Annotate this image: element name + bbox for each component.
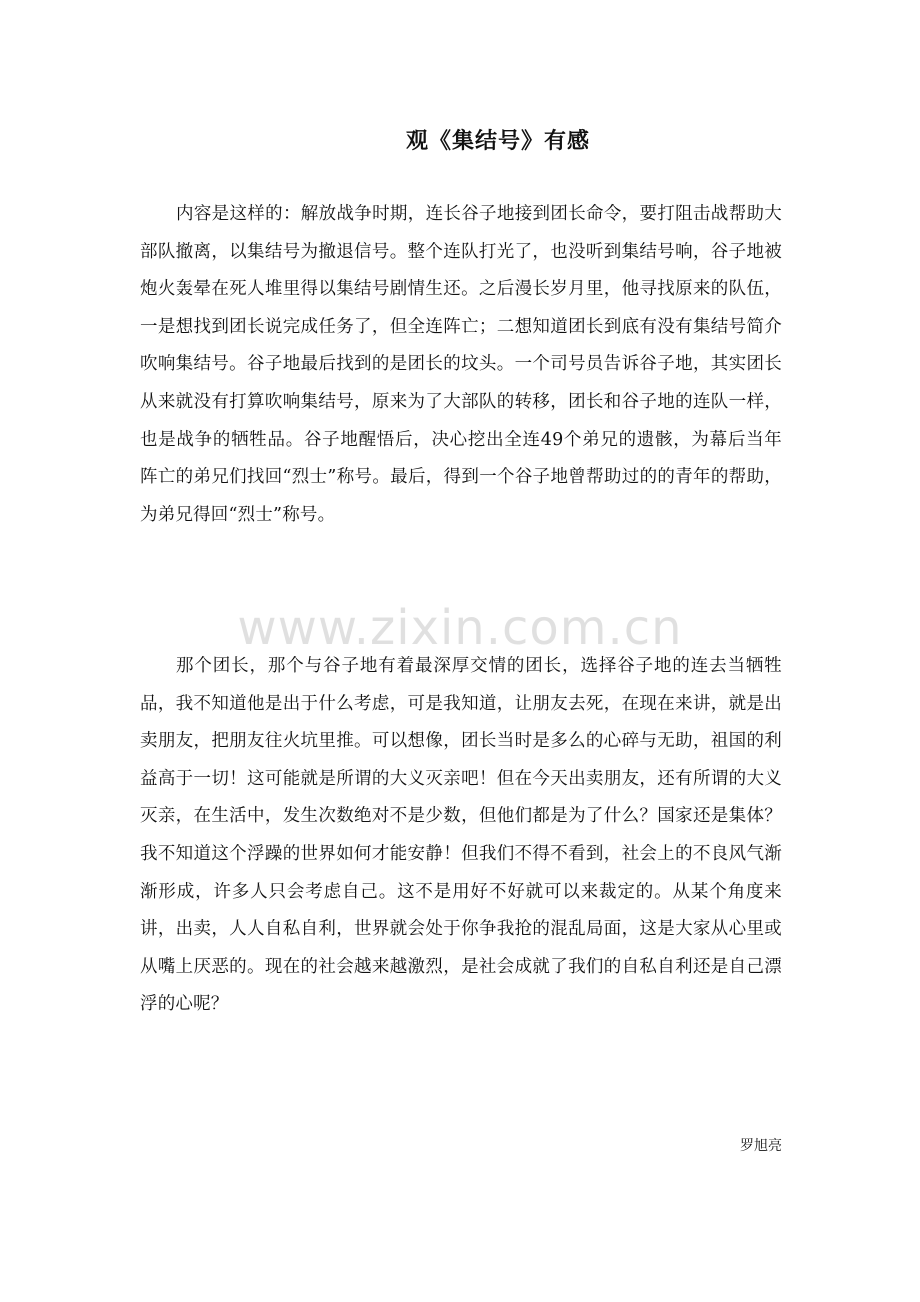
paragraph-reflection: 那个团长，那个与谷子地有着最深厚交情的团长，选择谷子地的连去当牺牲品，我不知道他是出于什么考虑，可是我知道，让朋友去死，在现在来讲，就是出卖朋友，把朋友往火坑里推。可以想像，团长当时是多么的心碎与无助，祖国的利益高于一切！这可能就是所谓的大义灭亲吧！但在今天出卖朋友，还有所谓的大义灭亲，在生活中，发生次数绝对不是少数，但他们都是为了什么？国家还是集体？我不知道这个浮躁的世界如何才能安静！但我们不得不看到，社会上的不良风气渐渐形成，许多人只会考虑自己。这不是用好不好就可以来裁定的。从某个角度来讲，出卖，人人自私自利，世界就会处于你争我抢的混乱局面，这是大家从心里或从嘴上厌恶的。现在的社会越来越激烈，是社会成就了我们的自私自利还是自己漂浮的心呢？ xyxy=(140,656,782,1015)
watermark: www.zixin.com.cn xyxy=(237,600,683,656)
document-title: 观《集结号》有感 xyxy=(405,129,590,154)
author-signature: 罗旭亮 xyxy=(740,1138,782,1154)
paragraph-summary: 内容是这样的：解放战争时期，连长谷子地接到团长命令，要打阻击战帮助大部队撤离，以集结号为撤退信号。整个连队打光了，也没听到集结号响，谷子地被炮火轰晕在死人堆里得以集结号剧情生还。之后漫长岁月里，他寻找原来的队伍，一是想找到团长说完成任务了，但全连阵亡；二想知道团长到底有没有集结号简介吹响集结号。谷子地最后找到的是团长的坟头。一个司号员告诉谷子地，其实团长从来就没有打算吹响集结号，原来为了大部队的转移，团长和谷子地的连队一样，也是战争的牺牲品。谷子地醒悟后，决心挖出全连49个弟兄的遗骸，为幕后当年阵亡的弟兄们找回“烈士”称号。最后，得到一个谷子地曾帮助过的的青年的帮助，为弟兄得回“烈士”称号。 xyxy=(140,204,782,525)
